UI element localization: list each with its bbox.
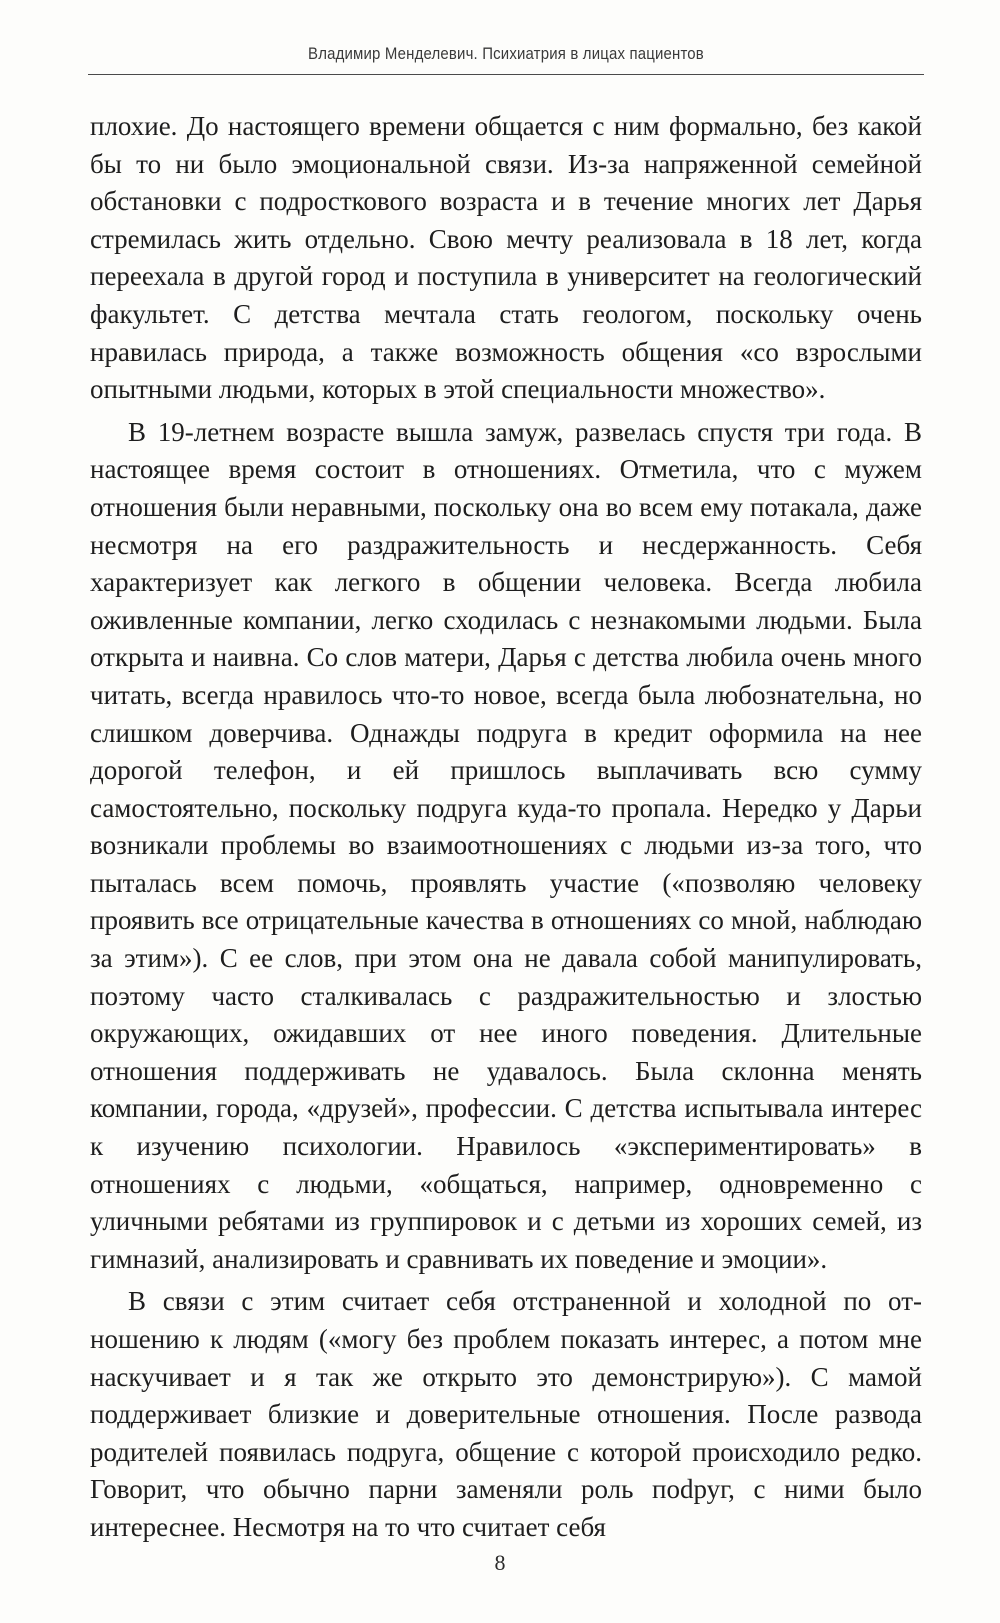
body-text bbox=[90, 108, 922, 1547]
paragraph-marriage-and-character: В 19-летнем возрасте вышла замуж, развелась спустя три года. В настоящее время состоит в отношениях. Отметила, что с мужем отношения были неравными, поскольку она во всем ему потакала, даже несмотря на его раздражительность и несдержанность. Себя характеризует как легкого в общении человека. Всегда любила оживленные компании, легко сходилась с незнакомыми людьми. Была открыта и наивна. Со слов матери, Дарья с детства любила очень много читать, всегда нравилось что-то новое, всегда была любознательна, но слишком доверчива. Однажды подруга в кредит оформила на нее дорогой телефон, и ей пришлось выплачивать всю сумму самостоятельно, поскольку подруга куда-то пропала. Нередко у Дарьи возникали проблемы во взаимоотношениях с людьми из-за того, что пыталась всем помочь, проявлять участие («позволяю человеку проявить все отрицательные качества в отношениях со мной, наблюдаю за этим»). С ее слов, при этом она не давала собой манипулировать, поэтому часто сталкивалась с раздражительностью и злостью окружающих, ожидавших от нее иного поведения. Длительные отношения поддерживать не удавалось. Была склонна менять компании, города, «друзей», профессии. С детства испытывала интерес к изучению психологии. Нравилось «экспериментировать» в отношениях с людьми, «общаться, например, одновременно с уличными ребятами из группировок и с детьми из хороших семей, из гимназий, анализировать и сравнивать их поведение и эмоции». bbox=[90, 416, 922, 1274]
page-number: 8 bbox=[494, 1550, 506, 1575]
running-header: Владимир Менделевич. Психиатрия в лицах пациентов bbox=[308, 44, 704, 63]
header-rule bbox=[88, 74, 924, 75]
paragraph-continued: плохие. До настоящего времени общается с ним формально, без какой бы то ни было эмоциональной связи. Из-за напряженной семейной обстановки с подросткового возраста и в течение многих лет Дарья стремилась жить отдельно. Свою мечту реализовала в 18 лет, когда переехала в другой город и поступила в университет на геологический факультет. С детства мечтала стать геологом, поскольку очень нравилась природа, а также возможность общения «со взрослыми опытными людьми, которых в этой специальности множество». bbox=[90, 111, 922, 405]
paragraph-detachment: В связи с этим считает себя отстраненной и холодной по отношению к людям («могу без проблем показать интерес, а потом мне наскучивает и я так же открыто это демонстрирую»). С мамой поддерживает близкие и доверительные отношения. После развода родителей появилась подруга, общение с которой происходило редко. Говорит, что обычно парни заменяли роль поdруг, с ними было интереснее. Несмотря на то что считает себя bbox=[90, 1286, 922, 1542]
